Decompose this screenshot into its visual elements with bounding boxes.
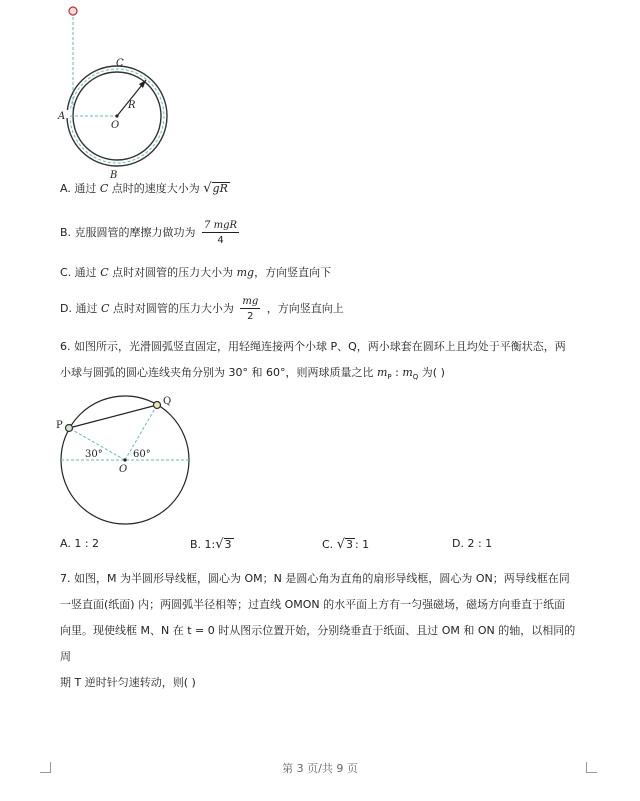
q6-label-q: Q: [163, 396, 172, 407]
q5-option-c: C. 通过 C 点时对圆管的压力大小为 mg，方向竖直向下: [60, 266, 332, 279]
q6-angle-60: 60°: [133, 449, 151, 460]
q6-ball-q: [154, 402, 161, 409]
q6-label-p: P: [56, 420, 63, 431]
q6-option-d: D. 2 : 1: [452, 537, 493, 550]
q5-ball: [69, 7, 77, 15]
q6-angle-30: 30°: [85, 449, 103, 460]
q7-line4: 期 T 逆时针匀速转动，则( ): [60, 676, 196, 689]
q5-option-d-fraction: $\frac{mg}{2}$: [242, 296, 259, 322]
q6-rope-pq: [69, 405, 157, 428]
q5-option-a: A. 通过 C 点时的速度大小为 √gR: [60, 181, 228, 196]
q7-line1: 7. 如图，M 为半圆形导线框，圆心为 OM；N 是圆心角为直角的扇形导线框，圆心为 ON；两导线框在同: [60, 572, 570, 585]
q6-line1: 6. 如图所示，光滑圆弧竖直固定，用轻绳连接两个小球 P、Q，两小球套在圆环上且均处于平衡状态，两: [60, 340, 566, 353]
q5-label-r: R: [128, 100, 136, 111]
q5-label-a: A: [58, 111, 66, 122]
q7-line2: 一竖直面(纸面) 内；两圆弧半径相等；过直线 OMON 的水平面上方有一匀强磁场，磁场方向垂直于纸面: [60, 598, 566, 611]
q5-figure: [50, 0, 180, 180]
q6-option-c: C. √3 : 1: [322, 537, 370, 552]
q6-figure: [55, 392, 200, 528]
q5-option-b: B. 克服圆管的摩擦力做功为 $\frac{\text{7 mgR}}{4}$: [60, 220, 238, 246]
q6-text: [60, 334, 580, 390]
q6-ball-p: [66, 425, 73, 432]
q5-label-c: C: [116, 58, 124, 69]
q5-option-b-fraction: $\frac{\text{7 mgR}}{4}$: [204, 220, 238, 246]
q5-label-b: B: [110, 170, 118, 180]
q6-line2: 小球与圆弧的圆心连线夹角分别为 30° 和 60°，则两球质量之比 $m_P$ : $m_Q$ 为( ): [60, 366, 445, 382]
q7-text: [60, 566, 580, 696]
q6-label-o: O: [119, 464, 128, 475]
page-footer: 第 3 页/共 9 页: [282, 762, 358, 775]
q5-option-d: D. 通过 C 点时对圆管的压力大小为 $\frac{mg}{2}$ ，方向竖直向上: [60, 296, 344, 322]
q5-label-o: O: [111, 120, 120, 131]
q6-option-b: B. 1:√3: [190, 537, 232, 552]
q7-line3: 向里。现使线框 M、N 在 t = 0 时从图示位置开始，分别绕垂直于纸面、且过 OM 和 ON 的轴，以相同的周: [60, 624, 576, 663]
q6-option-a: A. 1 : 2: [60, 537, 100, 550]
